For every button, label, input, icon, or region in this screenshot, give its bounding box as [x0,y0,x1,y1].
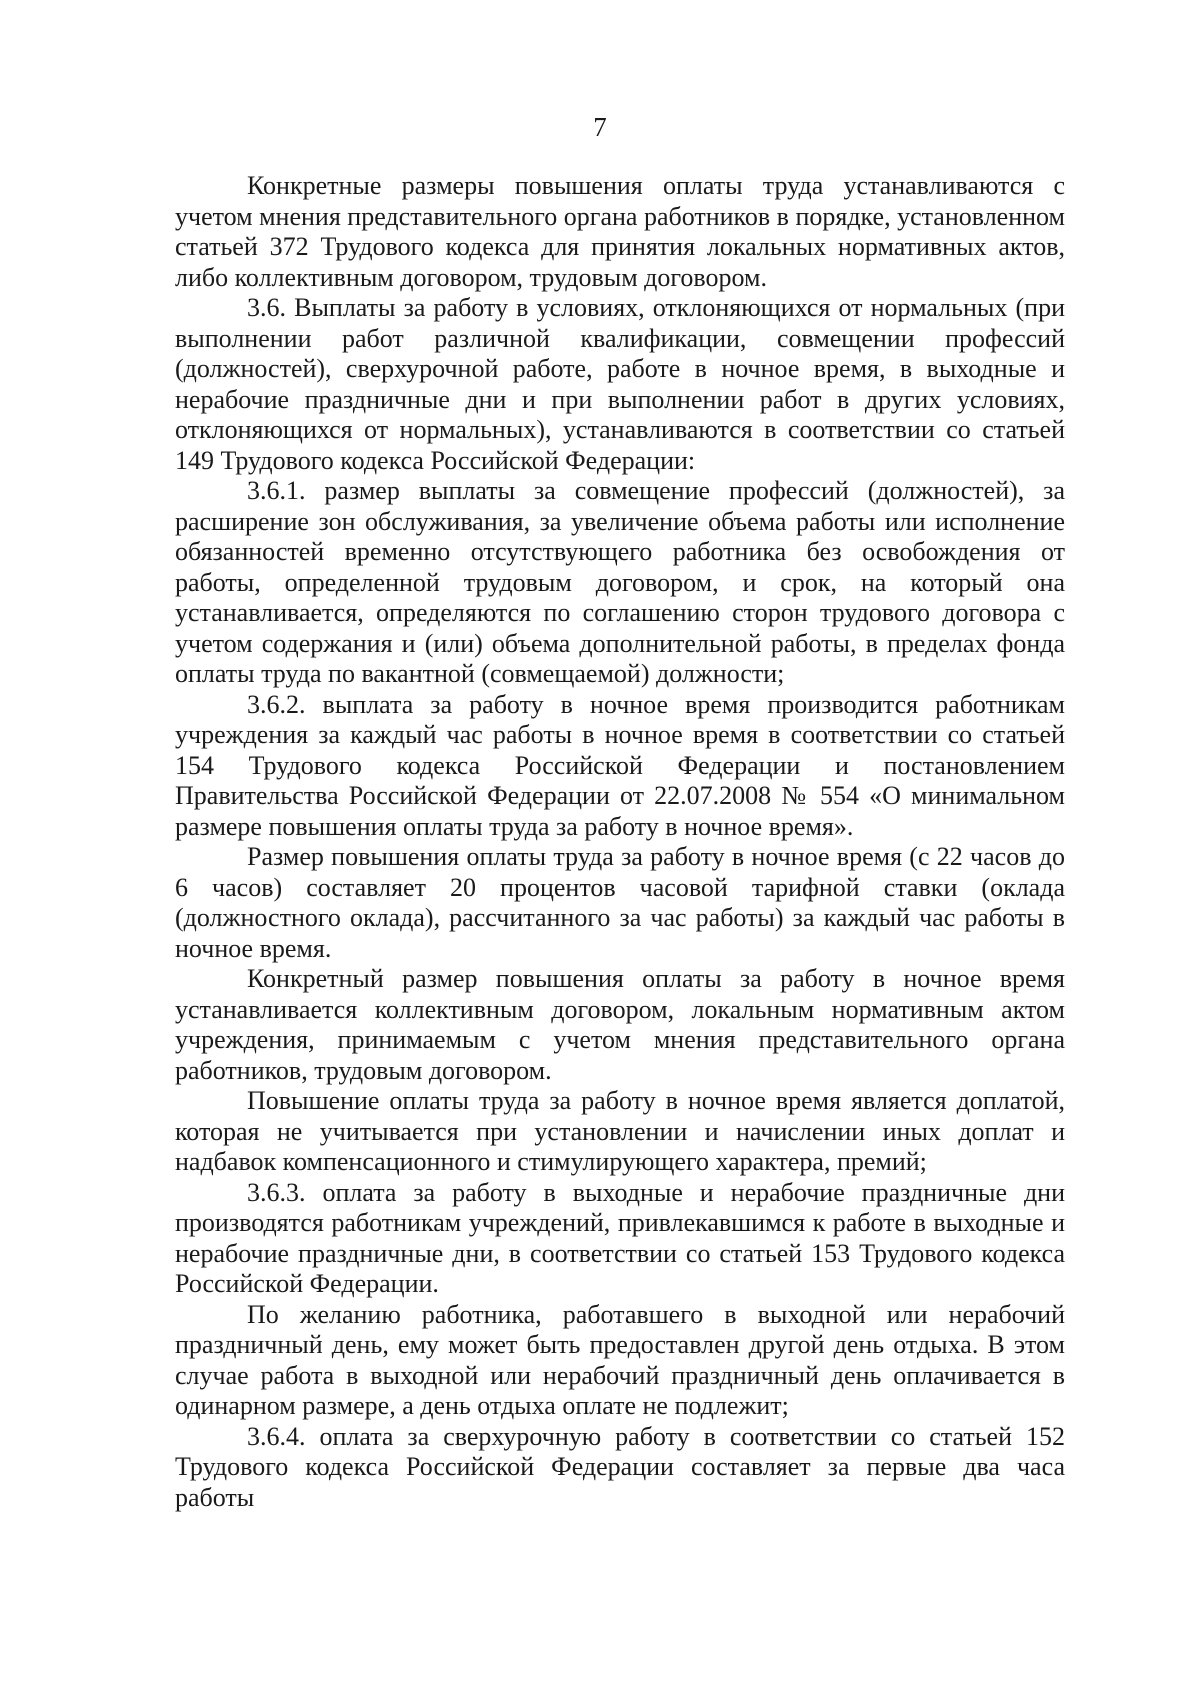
paragraph: Размер повышения оплаты труда за работу в ночное время (с 22 часов до 6 часов) составляет 20 процентов часовой тарифной ставки (оклада (должностного оклада), рассчитанного за час работы) за каждый час работы в ночное время. [175,842,1065,963]
paragraph: 3.6. Выплаты за работу в условиях, отклоняющихся от нормальных (при выполнении работ различной квалификации, совмещении профессий (должностей), сверхурочной работе, работе в ночное время, в выходные и нерабочие праздничные дни и при выполнении работ в других условиях, отклоняющихся от нормальных), устанавливаются в соответствии со статьей 149 Трудового кодекса Российской Федерации: [175,293,1065,475]
paragraph: Повышение оплаты труда за работу в ночное время является доплатой, которая не учитывается при установлении и начислении иных доплат и надбавок компенсационного и стимулирующего характера, премий; [175,1086,1065,1176]
paragraph: По желанию работника, работавшего в выходной или нерабочий праздничный день, ему может быть предоставлен другой день отдыха. В этом случае работа в выходной или нерабочий праздничный день оплачивается в одинарном размере, а день отдыха оплате не подлежит; [175,1299,1065,1420]
paragraph: 3.6.1. размер выплаты за совмещение профессий (должностей), за расширение зон обслуживания, за увеличение объема работы или исполнение обязанностей временно отсутствующего работника без освобождения от работы, определенной трудовым договором, и срок, на который она устанавливается, определяются по соглашению сторон трудового договора с учетом содержания и (или) объема дополнительной работы, в пределах фонда оплаты труда по вакантной (совмещаемой) должности; [175,476,1065,688]
paragraph: Конкретный размер повышения оплаты за работу в ночное время устанавливается коллективным договором, локальным нормативным актом учреждения, принимаемым с учетом мнения представительного органа работников, трудовым договором. [175,964,1065,1085]
page-number: 7 [593,112,607,142]
paragraph: 3.6.2. выплата за работу в ночное время производится работникам учреждения за каждый час работы в ночное время в соответствии со статьей 154 Трудового кодекса Российской Федерации и постановлением Правительства Российской Федерации от 22.07.2008 № 554 «О минимальном размере повышения оплаты труда за работу в ночное время». [175,689,1065,841]
paragraph: Конкретные размеры повышения оплаты труда устанавливаются с учетом мнения представительного органа работников в порядке, установленном статьей 372 Трудового кодекса для принятия локальных нормативных актов, либо коллективным договором, трудовым договором. [175,171,1065,292]
paragraph: 3.6.3. оплата за работу в выходные и нерабочие праздничные дни производятся работникам учреждений, привлекавшимся к работе в выходные и нерабочие праздничные дни, в соответствии со статьей 153 Трудового кодекса Российской Федерации. [175,1177,1065,1298]
document-body [175,171,1065,1513]
paragraph: 3.6.4. оплата за сверхурочную работу в соответствии со статьей 152 Трудового кодекса Российской Федерации составляет за первые два часа работы [175,1421,1065,1512]
